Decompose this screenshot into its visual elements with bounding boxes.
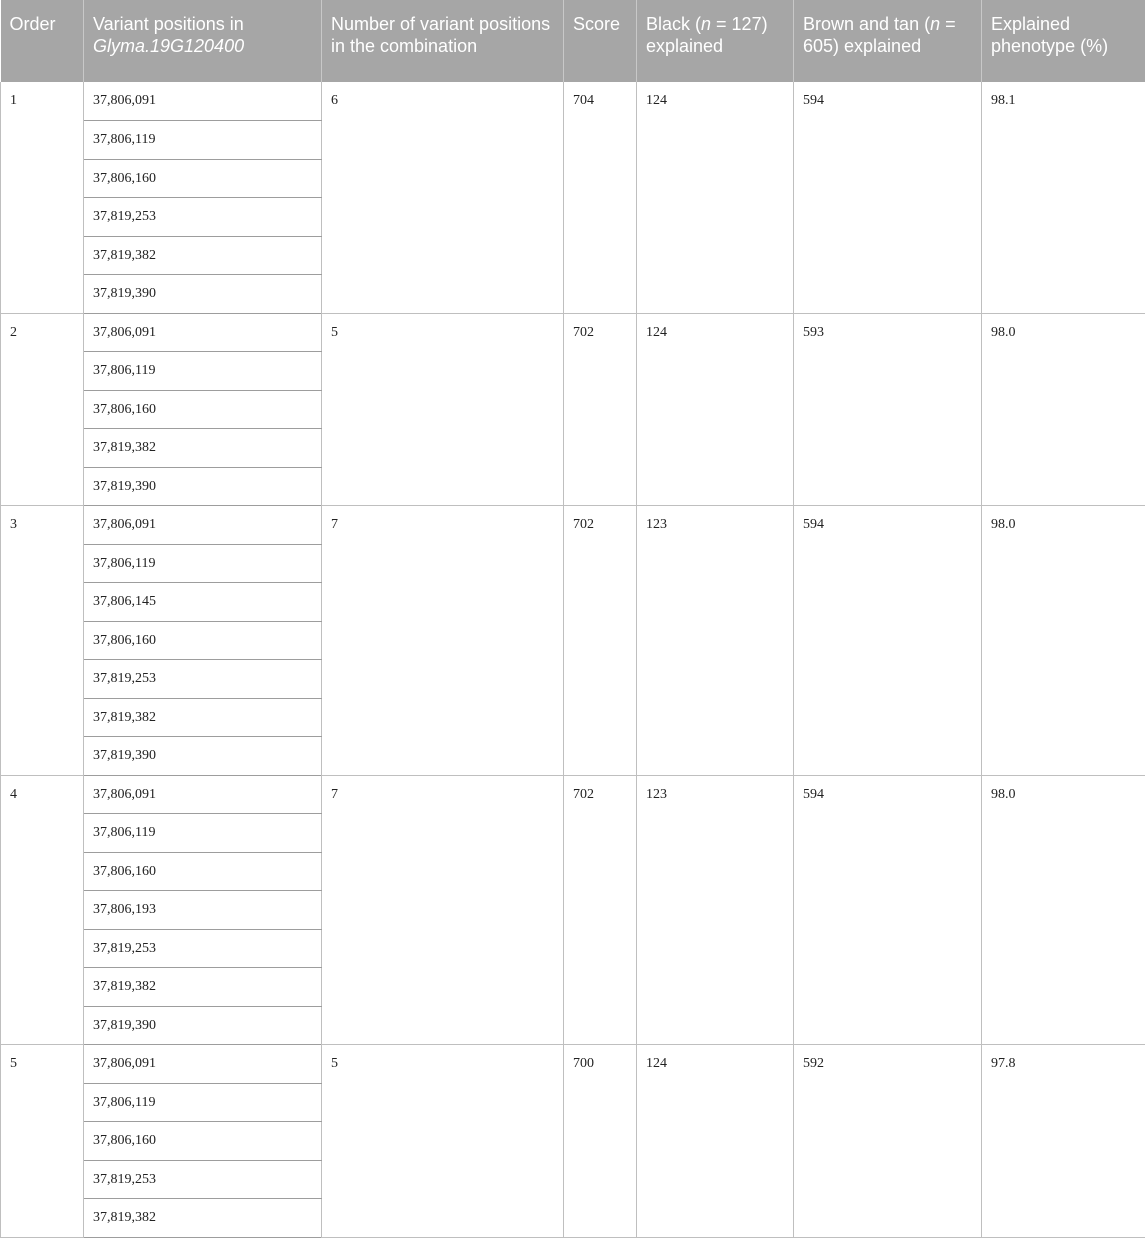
score-cell: 702 (564, 506, 637, 776)
variant-position-cell: 37,819,390 (84, 275, 322, 314)
header-black-explained (637, 0, 794, 82)
variant-position-cell: 37,819,390 (84, 1006, 322, 1045)
brown-tan-explained-cell: 594 (794, 82, 982, 313)
table-row (1, 313, 1145, 352)
number-positions-cell: 7 (322, 506, 564, 776)
header-score-label: Score (573, 14, 621, 34)
header-score (564, 0, 637, 82)
number-positions-cell: 5 (322, 1045, 564, 1238)
black-explained-cell: 123 (637, 775, 794, 1045)
variant-position-cell: 37,806,091 (84, 82, 322, 121)
header-explained-phenotype (982, 0, 1145, 82)
variant-position-cell: 37,806,091 (84, 506, 322, 545)
variant-position-cell: 37,806,160 (84, 852, 322, 891)
score-cell: 704 (564, 82, 637, 313)
brown-tan-explained-cell: 594 (794, 775, 982, 1045)
variant-position-cell: 37,806,091 (84, 1045, 322, 1084)
order-cell: 2 (1, 313, 84, 506)
variant-position-cell: 37,819,253 (84, 929, 322, 968)
explained-phenotype-cell: 98.0 (982, 506, 1145, 776)
order-cell: 5 (1, 1045, 84, 1238)
variant-position-cell: 37,819,253 (84, 1160, 322, 1199)
variant-position-cell: 37,819,253 (84, 198, 322, 237)
header-order (1, 0, 84, 82)
number-positions-cell: 6 (322, 82, 564, 313)
variant-position-cell: 37,806,160 (84, 1122, 322, 1161)
variant-position-cell: 37,819,382 (84, 429, 322, 468)
variant-position-cell: 37,806,160 (84, 159, 322, 198)
order-cell: 3 (1, 506, 84, 776)
table-header (1, 0, 1145, 82)
variant-position-cell: 37,806,119 (84, 352, 322, 391)
brown-tan-explained-cell: 592 (794, 1045, 982, 1238)
black-explained-cell: 123 (637, 506, 794, 776)
explained-phenotype-cell: 98.0 (982, 313, 1145, 506)
header-brown-n: n (930, 14, 941, 34)
header-variant-gene: Glyma.19G120400 (93, 36, 245, 56)
header-black-prefix: Black ( (646, 14, 702, 34)
variant-position-cell: 37,806,119 (84, 544, 322, 583)
header-brown-suffix: = 605) explained (803, 14, 956, 56)
variant-position-cell: 37,806,119 (84, 121, 322, 160)
table-row (1, 775, 1145, 814)
header-variant-prefix: Variant positions in (93, 14, 244, 34)
variant-position-cell: 37,819,382 (84, 236, 322, 275)
header-black-suffix: = 127) explained (646, 14, 768, 56)
variant-position-cell: 37,819,382 (84, 1199, 322, 1238)
variant-position-cell: 37,806,119 (84, 814, 322, 853)
score-cell: 702 (564, 775, 637, 1045)
header-explained-label: Explained phenotype (%) (991, 14, 1109, 56)
variant-position-cell: 37,819,382 (84, 698, 322, 737)
order-cell: 4 (1, 775, 84, 1045)
header-order-label: Order (9, 14, 56, 34)
score-cell: 700 (564, 1045, 637, 1238)
variant-position-cell: 37,819,390 (84, 737, 322, 776)
variant-position-cell: 37,819,382 (84, 968, 322, 1007)
variant-position-cell: 37,819,390 (84, 467, 322, 506)
explained-phenotype-cell: 97.8 (982, 1045, 1145, 1238)
brown-tan-explained-cell: 594 (794, 506, 982, 776)
brown-tan-explained-cell: 593 (794, 313, 982, 506)
header-variant-positions (84, 0, 322, 82)
number-positions-cell: 5 (322, 313, 564, 506)
score-cell: 702 (564, 313, 637, 506)
variant-position-cell: 37,806,193 (84, 891, 322, 930)
black-explained-cell: 124 (637, 82, 794, 313)
variant-position-cell: 37,806,091 (84, 313, 322, 352)
header-number-label: Number of variant positions in the combination (331, 14, 551, 56)
variant-position-cell: 37,806,160 (84, 621, 322, 660)
variant-position-cell: 37,806,119 (84, 1083, 322, 1122)
variant-position-cell: 37,806,160 (84, 390, 322, 429)
variant-position-cell: 37,806,145 (84, 583, 322, 622)
header-number-positions (322, 0, 564, 82)
black-explained-cell: 124 (637, 313, 794, 506)
variant-position-cell: 37,819,253 (84, 660, 322, 699)
table-row (1, 82, 1145, 121)
explained-phenotype-cell: 98.1 (982, 82, 1145, 313)
number-positions-cell: 7 (322, 775, 564, 1045)
explained-phenotype-cell: 98.0 (982, 775, 1145, 1045)
black-explained-cell: 124 (637, 1045, 794, 1238)
header-brown-prefix: Brown and tan ( (803, 14, 931, 34)
table-row (1, 1045, 1145, 1084)
header-black-n: n (701, 14, 712, 34)
order-cell: 1 (1, 82, 84, 313)
table-row (1, 506, 1145, 545)
header-brown-tan-explained (794, 0, 982, 82)
variant-position-cell: 37,806,091 (84, 775, 322, 814)
header-row (1, 0, 1145, 82)
table-body (1, 82, 1145, 1237)
